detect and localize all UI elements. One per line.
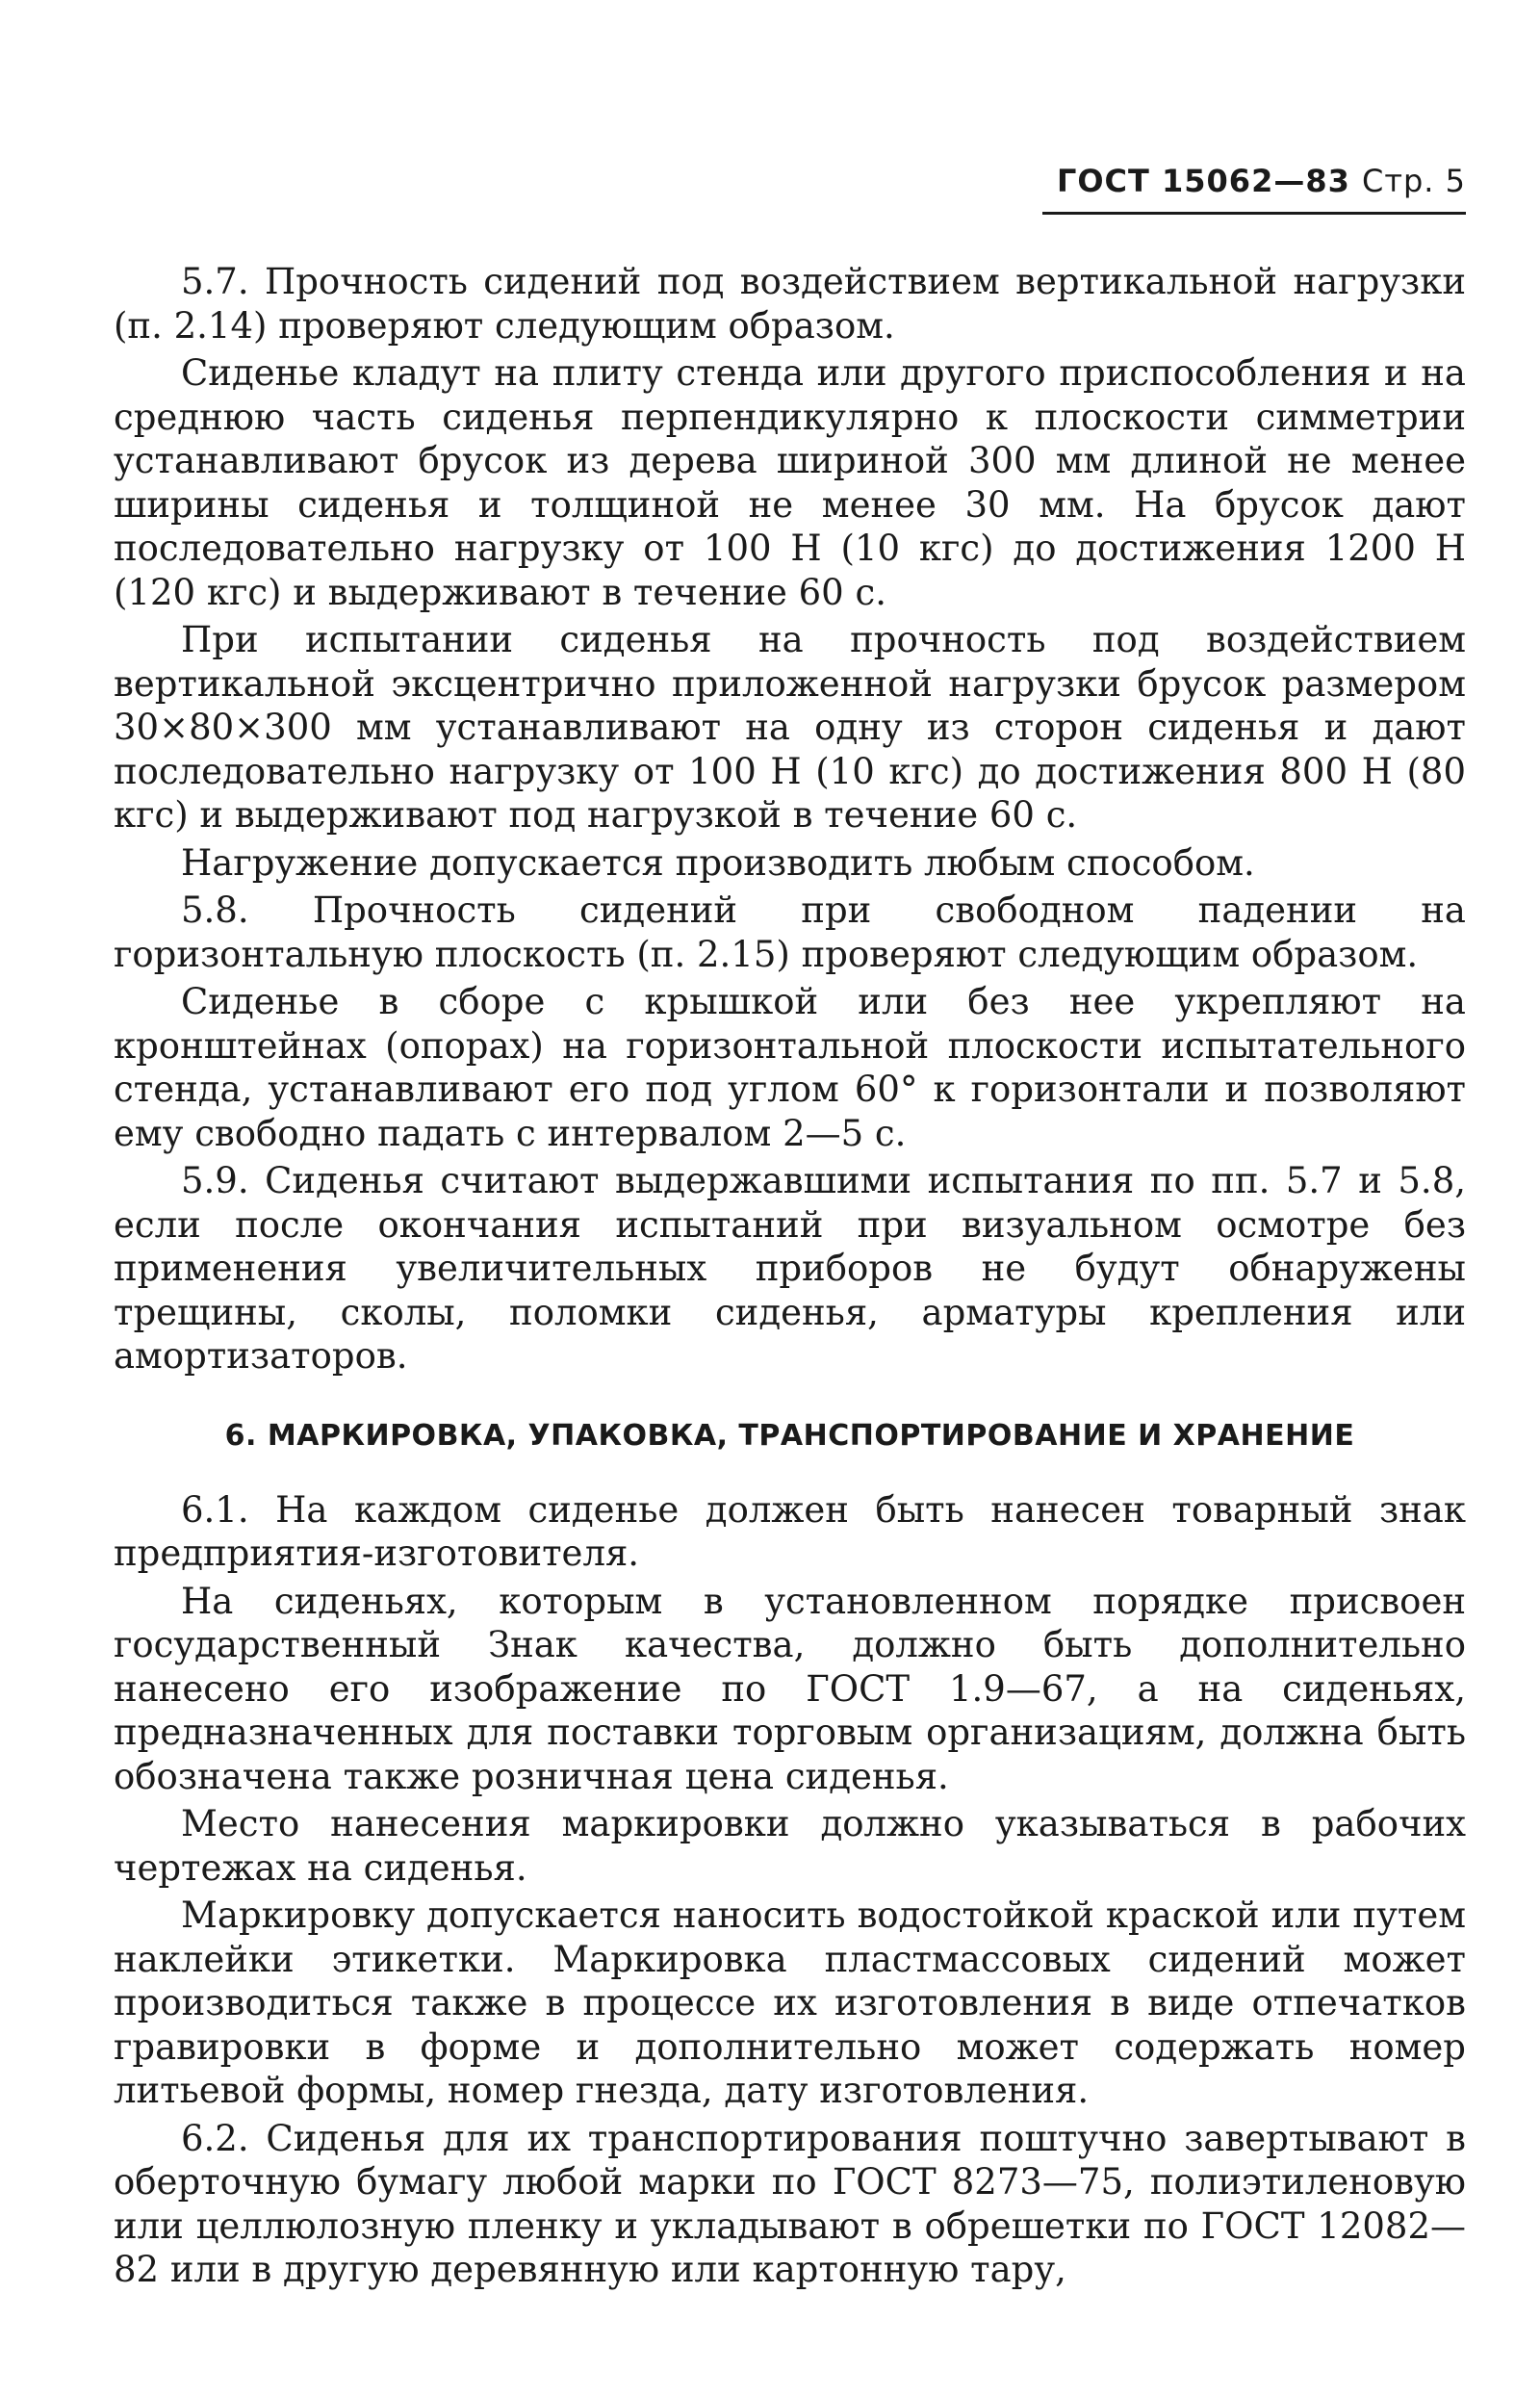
paragraph-5-7: 5.7. Прочность сидений под воздействием вертикальной нагрузки (п. 2.14) проверяют следующим образом.: [114, 261, 1466, 347]
paragraph-6-2: 6.2. Сиденья для их транспортирования поштучно завертывают в оберточную бумагу любой марки по ГОСТ 8273—75, полиэтиленовую или целлюлозную пленку и укладывают в обрешетки по ГОСТ 12082—82 или в другую деревянную или картонную тару,: [114, 2117, 1466, 2290]
document-page: [114, 0, 1466, 2397]
running-header: [114, 162, 1466, 200]
paragraph-6-1-marking-method: Маркировку допускается наносить водостойкой краской или путем наклейки этикетки. Маркировка пластмассовых сидений может производиться также в процессе их изготовления в виде отпечатков гравировки в форме и дополнительно может содержать номер литьевой формы, номер гнезда, дату изготовления.: [114, 1894, 1466, 2111]
page-number: Стр. 5: [1362, 163, 1466, 199]
paragraph-6-1: 6.1. На каждом сиденье должен быть нанесен товарный знак предприятия-изготовителя.: [114, 1488, 1466, 1574]
header-rule: [1042, 212, 1466, 215]
section-title: 6. МАРКИРОВКА, УПАКОВКА, ТРАНСПОРТИРОВАНИЕ И ХРАНЕНИЕ: [224, 1418, 1355, 1453]
paragraph-5-7-loading-note: Нагружение допускается производить любым способом.: [181, 841, 1255, 884]
paragraph-5-9: 5.9. Сиденья считают выдержавшими испытания по пп. 5.7 и 5.8, если после окончания испытаний при визуальном осмотре без применения увеличительных приборов не будут обнаружены трещины, сколы, поломки сиденья, арматуры крепления или амортизаторов.: [114, 1160, 1466, 1377]
paragraph-5-7-procedure: Сиденье кладут на плиту стенда или другого приспособления и на среднюю часть сиденья перпендикулярно к плоскости симметрии устанавливают брусок из дерева шириной 300 мм длиной не менее ширины сиденья и толщиной не менее 30 мм. На брусок дают последовательно нагрузку от 100 Н (10 кгс) до достижения 1200 Н (120 кгс) и выдерживают в течение 60 с.: [114, 352, 1466, 613]
paragraph-5-8-procedure: Сиденье в сборе с крышкой или без нее укрепляют на кронштейнах (опорах) на горизонтальной плоскости испытательного стенда, устанавливают его под углом 60° к горизонтали и позволяют ему свободно падать с интервалом 2—5 с.: [114, 981, 1466, 1154]
body-text: [114, 260, 1466, 2296]
paragraph-6-1-marking-place: Место нанесения маркировки должно указываться в рабочих чертежах на сиденья.: [114, 1803, 1466, 1889]
paragraph-6-1-quality-mark: На сиденьях, которым в установленном порядке присвоен государственный Знак качества, должно быть дополнительно нанесено его изображение по ГОСТ 1.9—67, а на сиденьях, предназначенных для поставки торговым организациям, должна быть обозначена также розничная цена сиденья.: [114, 1580, 1466, 1797]
paragraph-5-8: 5.8. Прочность сидений при свободном падении на горизонтальную плоскость (п. 2.15) проверяют следующим образом.: [114, 889, 1466, 975]
standard-number: ГОСТ 15062—83: [1056, 163, 1350, 199]
paragraph-5-7-eccentric-test: При испытании сиденья на прочность под воздействием вертикальной эксцентрично приложенной нагрузки брусок размером 30×80×300 мм устанавливают на одну из сторон сиденья и дают последовательно нагрузку от 100 Н (10 кгс) до достижения 800 Н (80 кгс) и выдерживают под нагрузкой в течение 60 с.: [114, 619, 1466, 836]
